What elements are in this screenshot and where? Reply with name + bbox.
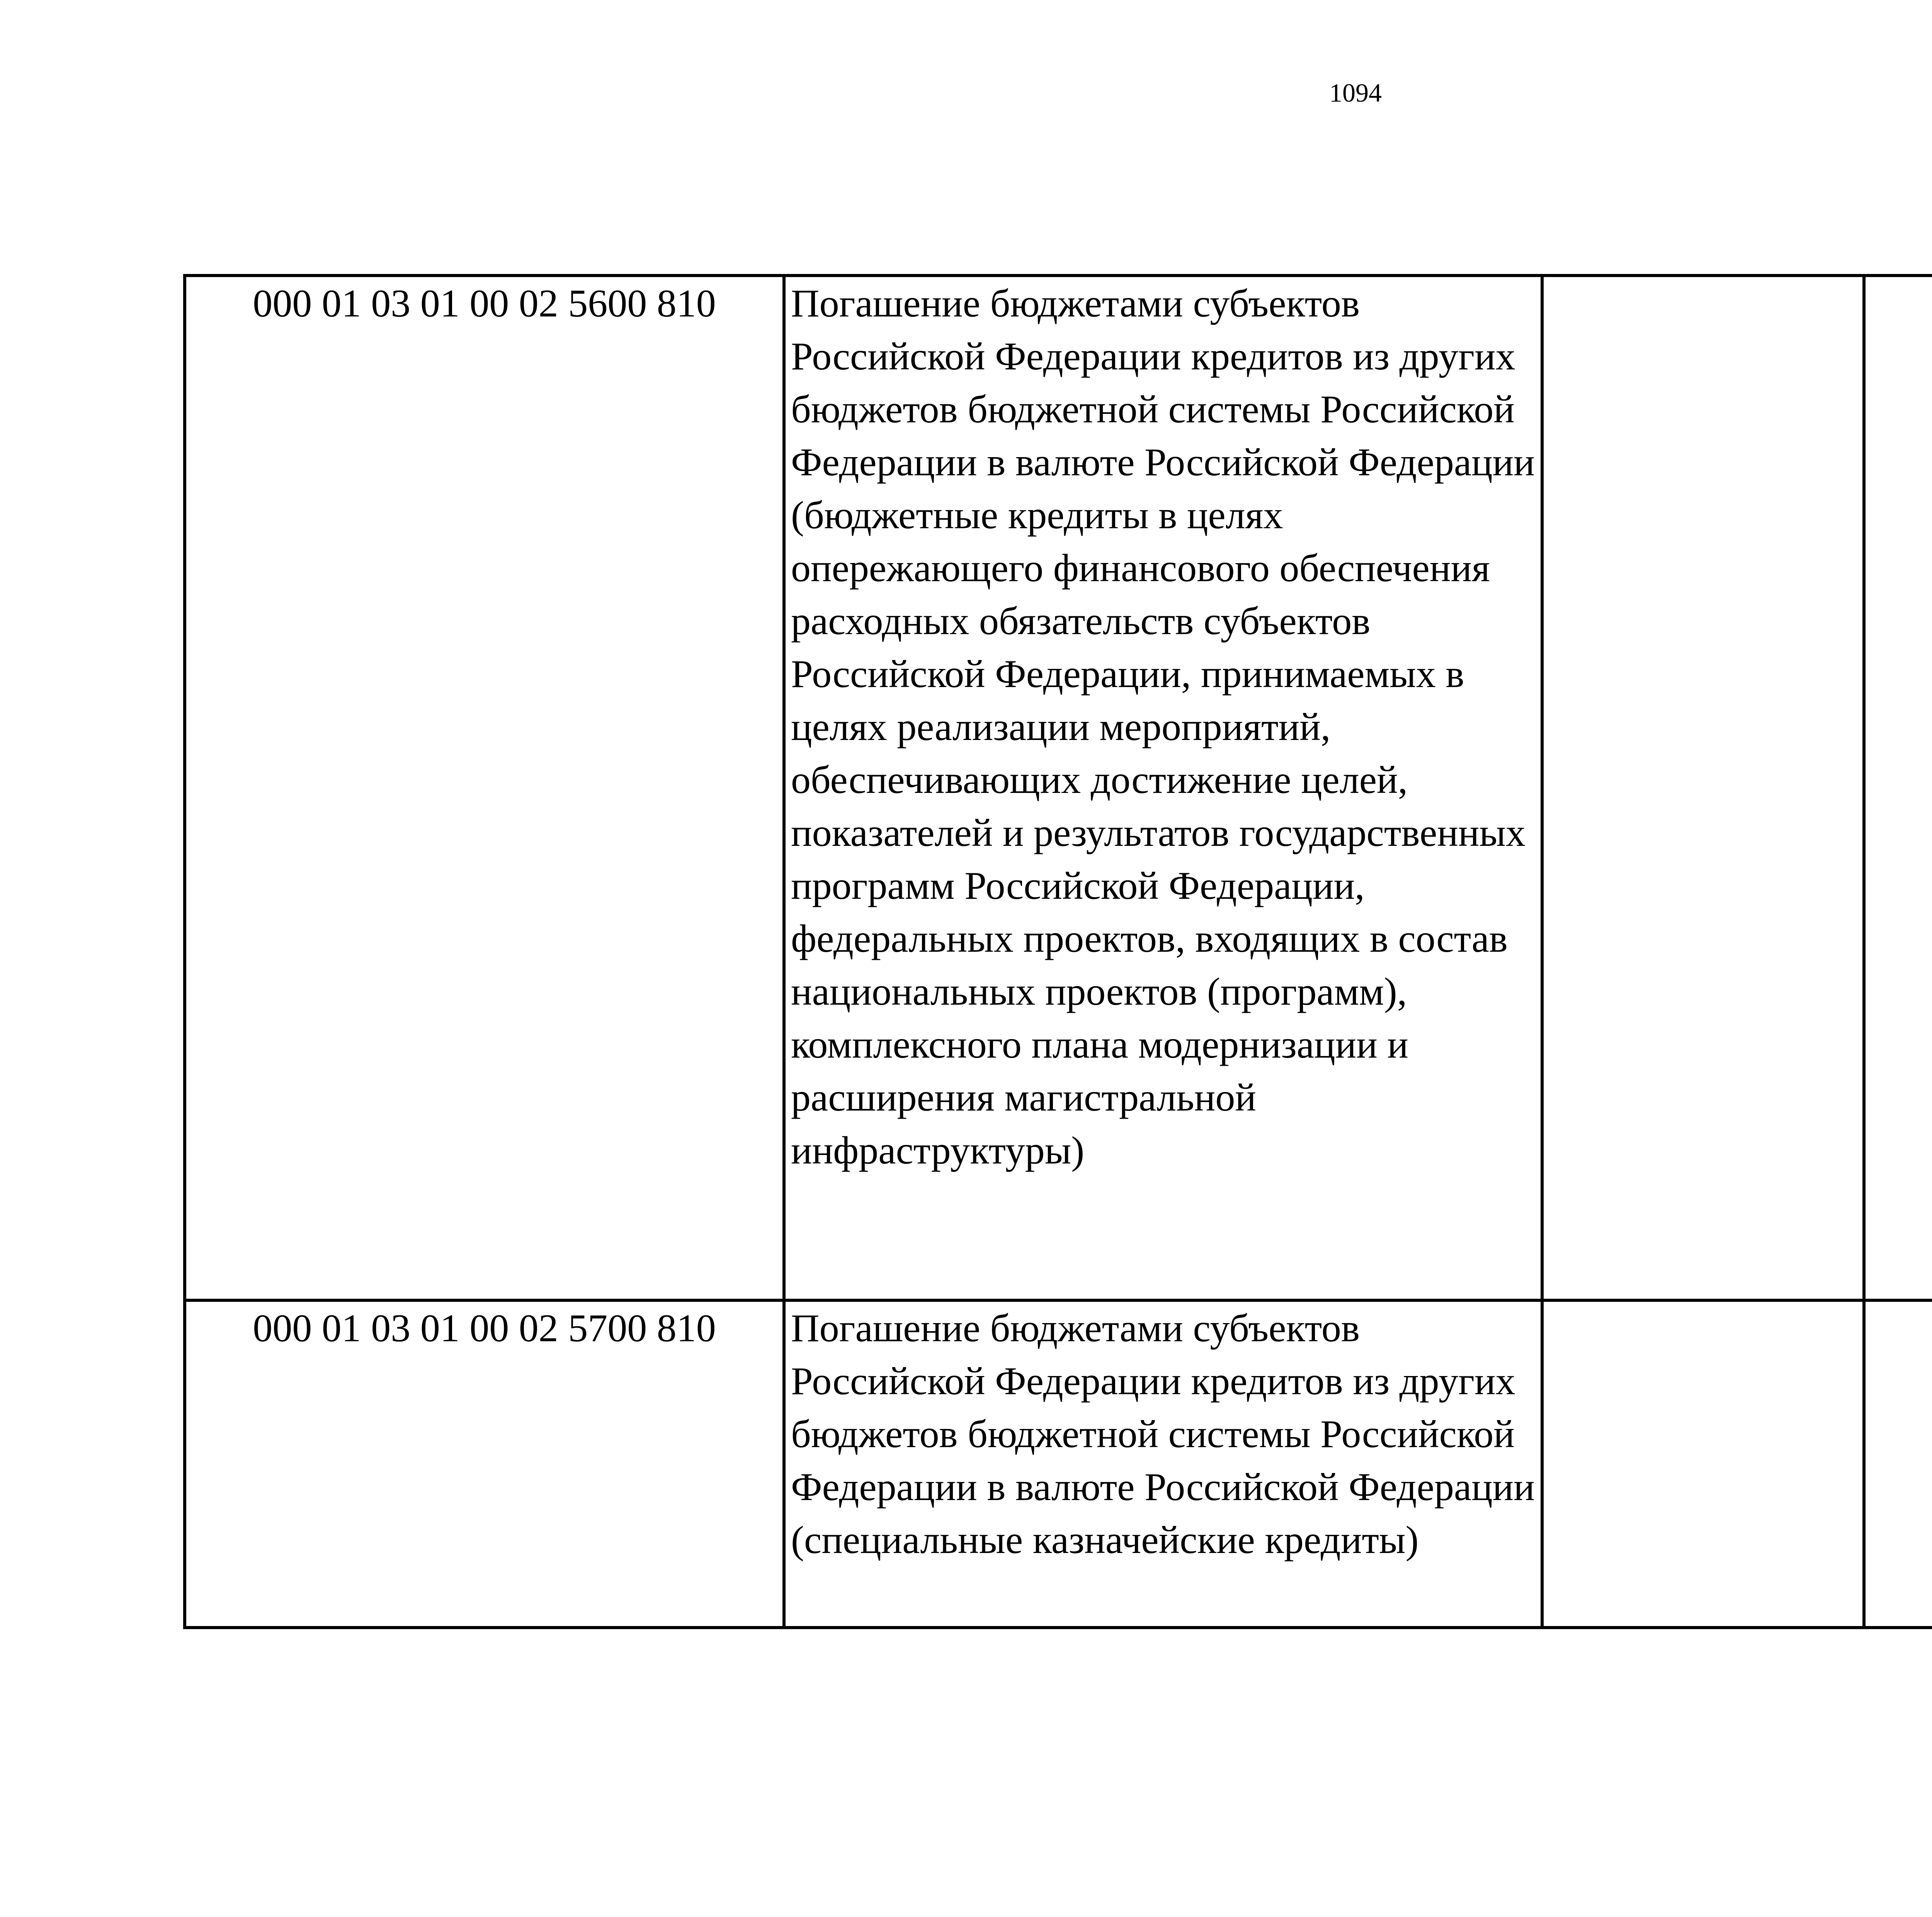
page-number: 1094 [1329, 78, 1382, 107]
budget-name-cell: Погашение бюджетами субъектов Российской Федерации кредитов из других бюджетов бюджетной системы Российской Федерации в валюте Российской Федерации (бюджетные кредиты в целях опережающего финансового обеспечения расходных обязательств субъектов Российской Федерации, принимаемых в целях реализации мероприятий, обеспечивающих достижение целей, показателей и результатов государственных программ Российской Федерации, федеральных проектов, входящих в состав национальных проектов (программ), комплексного плана модернизации и расширения магистральной инфраструктуры) [784, 276, 1542, 1300]
budget-code-cell: 000 01 03 01 00 02 5600 810 [185, 276, 784, 1300]
budget-name-cell: Погашение бюджетами субъектов Российской Федерации кредитов из других бюджетов бюджетной системы Российской Федерации в валюте Российской Федерации (специальные казначейские кредиты) [784, 1300, 1542, 1628]
amount-cell-1 [1542, 1300, 1864, 1628]
amount-cell-2 [1864, 276, 1932, 1300]
table-row [185, 1300, 1932, 1628]
budget-table [183, 274, 1932, 1629]
amount-cell-1 [1542, 276, 1864, 1300]
budget-code-cell: 000 01 03 01 00 02 5700 810 [185, 1300, 784, 1628]
table-row [185, 276, 1932, 1300]
amount-cell-2 [1864, 1300, 1932, 1628]
